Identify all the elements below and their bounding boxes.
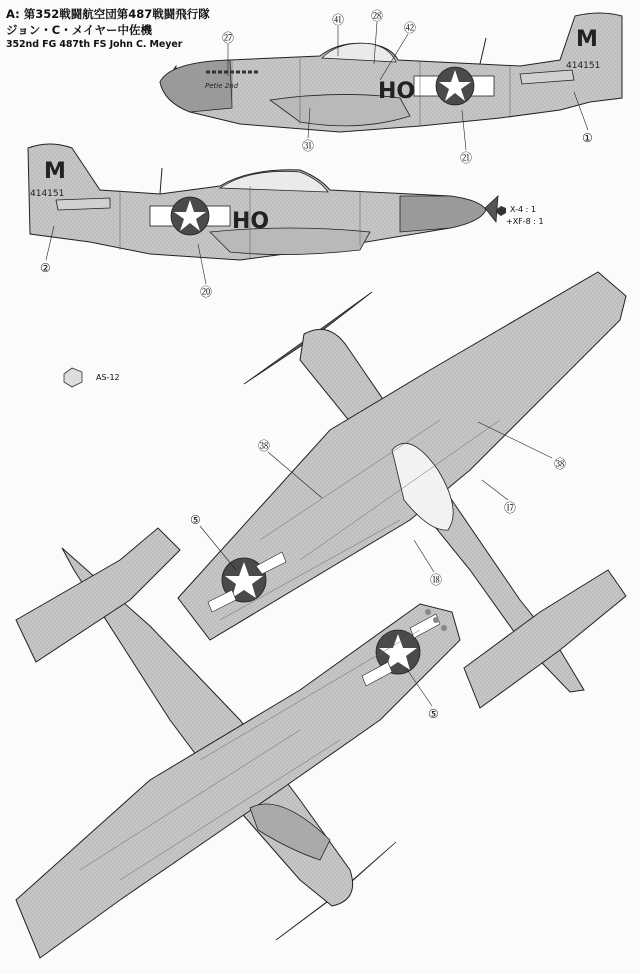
callout-31: ㉛	[302, 139, 315, 153]
pilot-name-japanese: ジョン・C・メイヤー中佐機	[6, 23, 152, 37]
callout-5b: ⑤	[428, 707, 439, 721]
callout-27: ㉗	[222, 31, 235, 45]
callout-42: ㊷	[404, 21, 417, 35]
callout-17: ⑰	[504, 501, 517, 515]
paint-as: AS-12	[96, 373, 120, 382]
callout-38b: ㊳	[554, 457, 567, 471]
callout-38a: ㊳	[258, 439, 271, 453]
profile-right-side	[28, 144, 498, 260]
tail-letter: M	[576, 27, 598, 52]
callout-28: ㉘	[371, 9, 384, 23]
callout-21: ㉑	[460, 151, 473, 165]
nose-art-text: Petie 2nd	[205, 82, 239, 90]
callout-2: ②	[40, 261, 51, 275]
paint-mix: +XF-8 : 1	[506, 217, 544, 226]
fuselage-code-2: HO	[232, 209, 270, 234]
fuselage-code: HO	[378, 79, 416, 104]
paint-main: X-4 : 1	[510, 205, 536, 214]
scheme-title-japanese: A: 第352戦闘航空団第487戦闘飛行隊	[6, 7, 210, 21]
callout-1: ①	[582, 131, 593, 145]
tail-serial: 414151	[566, 61, 601, 71]
callout-18: ⑱	[430, 573, 443, 587]
callout-41: ㊶	[332, 13, 345, 27]
callout-5a: ⑤	[190, 513, 201, 527]
tail-serial-2: 414151	[30, 189, 65, 199]
callout-20: ⑳	[200, 285, 213, 299]
tail-letter-2: M	[44, 159, 66, 184]
scheme-title-english: 352nd FG 487th FS John C. Meyer	[6, 39, 183, 50]
